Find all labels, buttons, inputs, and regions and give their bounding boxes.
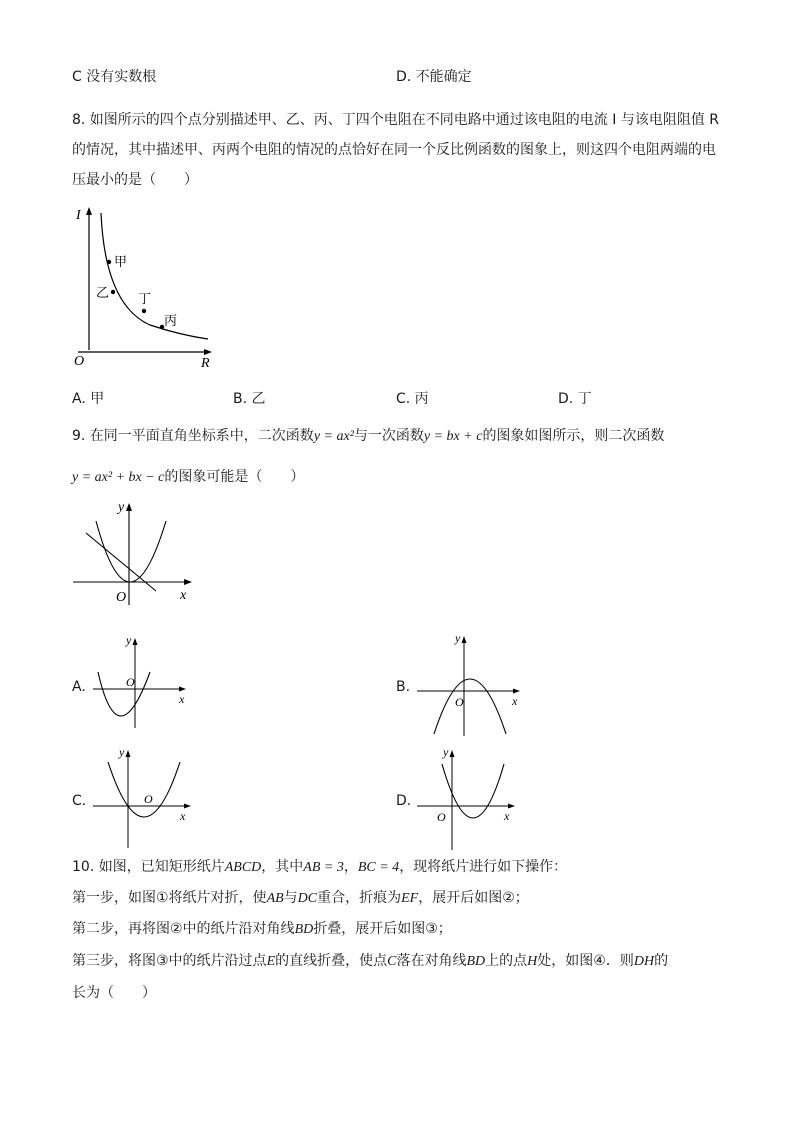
q9-c-y-label: y [119, 745, 125, 759]
q9-c-y-arrow [126, 750, 131, 757]
q8-point-jia [107, 260, 111, 264]
q10-step1-dc: DC [297, 891, 318, 906]
q9-b-parabola [434, 679, 506, 734]
q8-label-ding: 丁 [138, 292, 152, 307]
q9-c-x-arrow [184, 804, 191, 809]
q10-text-a: 10. 如图，已知矩形纸片 [72, 859, 225, 875]
q9-main-y-label: y [118, 500, 125, 515]
q7-option-d[interactable]: D. 不能确定 [396, 69, 472, 85]
q10-rect-name: ABCD [224, 860, 262, 875]
q8-point-yi [111, 290, 115, 294]
q8-i-label: I [76, 208, 81, 223]
q10-step1-ef: EF [401, 891, 419, 906]
q8-option-a[interactable]: A. 甲 [72, 391, 105, 407]
q9-a-parabola [98, 672, 150, 716]
q10-step3 [72, 951, 668, 972]
q8-label-yi: 乙 [96, 286, 110, 301]
q10-step1-a: 第一步，如图①将纸片对折，使 [72, 890, 267, 906]
q9-b-x-arrow [513, 689, 520, 694]
q9-formula-linear: y = bx + c [423, 429, 483, 444]
q10-step2-b: 折叠，展开后如图③； [313, 921, 452, 937]
q9-main-origin-label: O [116, 590, 127, 605]
q8-origin-label: O [74, 354, 85, 369]
q9-a-y-label: y [126, 633, 132, 647]
q10-step3-d: 上的点 [485, 953, 528, 969]
q10-step1 [72, 888, 529, 909]
q9-main-x-label: x [180, 588, 187, 603]
q10-ab-value: AB = 3 [303, 860, 344, 875]
q9-option-d-graph[interactable] [412, 742, 527, 852]
q10-bc-value: BC = 4 [357, 860, 400, 875]
q10-step2-a: 第二步，再将图②中的纸片沿对角线 [72, 921, 295, 937]
q9-text-b: 与一次函数 [353, 428, 424, 444]
q10-text-b: ，其中 [261, 859, 304, 875]
q9-formula-quadratic: y = ax² [313, 429, 354, 444]
q10-step1-d: ，展开后如图②； [418, 890, 529, 906]
q10-step3-line2: 长为（ ） [72, 985, 156, 1001]
q9-a-origin-label: O [126, 675, 135, 689]
q9-d-y-arrow [450, 750, 455, 757]
q8-r-label: R [201, 356, 210, 371]
q9-d-y-label: y [443, 745, 449, 759]
q10-step3-h: H [527, 954, 538, 969]
q8-stem-line1: 8. 如图所示的四个点分别描述甲、乙、丙、丁四个电阻在不同电路中通过该电阻的电流 I 与该电阻阻值 R [72, 112, 720, 128]
q9-c-parabola [108, 762, 180, 817]
q10-step1-b: 与 [283, 890, 298, 906]
q7-option-c[interactable]: C 没有实数根 [72, 69, 157, 85]
q8-point-ding [142, 309, 146, 313]
q9-a-x-label: x [179, 692, 185, 706]
q9-option-b-label[interactable]: B. [396, 679, 411, 695]
q9-option-d-label[interactable]: D. [396, 793, 412, 809]
q8-option-d[interactable]: D. 丁 [558, 391, 592, 407]
q9-stem-line1 [72, 426, 664, 447]
q10-step3-b: 的直线折叠，使点 [275, 953, 388, 969]
q10-step3-c: C [387, 954, 397, 969]
q9-main-x-arrow [184, 579, 192, 585]
q9-d-x-arrow [508, 804, 515, 809]
q10-step3-e2: 处，如图④．则 [537, 953, 634, 969]
q9-main-y-arrow [126, 503, 132, 511]
q8-label-bing: 丙 [164, 314, 178, 329]
q9-b-y-arrow [462, 636, 467, 643]
q9-c-x-label: x [180, 809, 186, 823]
q8-option-c[interactable]: C. 丙 [396, 391, 429, 407]
q10-step2-bd: BD [294, 922, 314, 937]
q8-option-b[interactable]: B. 乙 [233, 391, 266, 407]
q9-a-x-arrow [179, 687, 186, 692]
q10-step3-cc: 落在对角线 [396, 953, 467, 969]
q10-step3-bd: BD [466, 954, 486, 969]
q9-text-a: 9. 在同一平面直角坐标系中，二次函数 [72, 428, 314, 444]
q9-d-parabola [442, 764, 504, 818]
q9-option-a-label[interactable]: A. [72, 679, 86, 695]
q9-a-y-arrow [133, 638, 138, 645]
q9-option-a-graph[interactable] [88, 630, 193, 730]
q8-r-arrow [204, 349, 212, 355]
q9-text-d: 的图象可能是（ ） [164, 469, 305, 485]
q10-stem-line1 [72, 857, 567, 878]
q9-main-figure [68, 495, 198, 607]
q10-step1-c: 重合，折痕为 [317, 890, 402, 906]
q8-stem-line3: 压最小的是（ ） [72, 172, 198, 188]
q9-option-b-graph[interactable] [412, 628, 527, 738]
q9-option-c-label[interactable]: C. [72, 793, 87, 809]
q9-stem-line2 [72, 467, 304, 488]
q10-step3-dh: DH [633, 954, 655, 969]
q10-step3-e: E [266, 954, 276, 969]
q9-b-x-label: x [512, 694, 518, 708]
q9-b-y-label: y [455, 631, 461, 645]
q10-step3-f: 的 [654, 953, 669, 969]
q9-d-x-label: x [504, 809, 510, 823]
q8-i-arrow [86, 207, 92, 215]
q8-curve [101, 213, 208, 339]
q9-option-c-graph[interactable] [88, 742, 198, 850]
q10-step2 [72, 919, 452, 940]
q10-step1-ab: AB [266, 891, 284, 906]
q8-stem-line2: 的情况，其中描述甲、丙两个电阻的情况的点恰好在同一个反比例函数的图象上，则这四个电阻两端的电 [72, 142, 716, 158]
q8-label-jia: 甲 [114, 255, 128, 270]
q10-text-c: ，现将纸片进行如下操作： [399, 859, 568, 875]
q9-b-origin-label: O [455, 695, 464, 709]
q9-formula-target: y = ax² + bx − c [72, 470, 165, 485]
q9-main-parabola [96, 521, 166, 582]
q9-d-origin-label: O [437, 810, 446, 824]
q10-comma: ， [343, 859, 358, 875]
q9-text-c: 的图象如图所示，则二次函数 [482, 428, 665, 444]
q9-c-origin-label: O [144, 792, 153, 806]
q10-step3-a: 第三步，将图③中的纸片沿过点 [72, 953, 267, 969]
q8-inverse-graph [70, 205, 220, 373]
